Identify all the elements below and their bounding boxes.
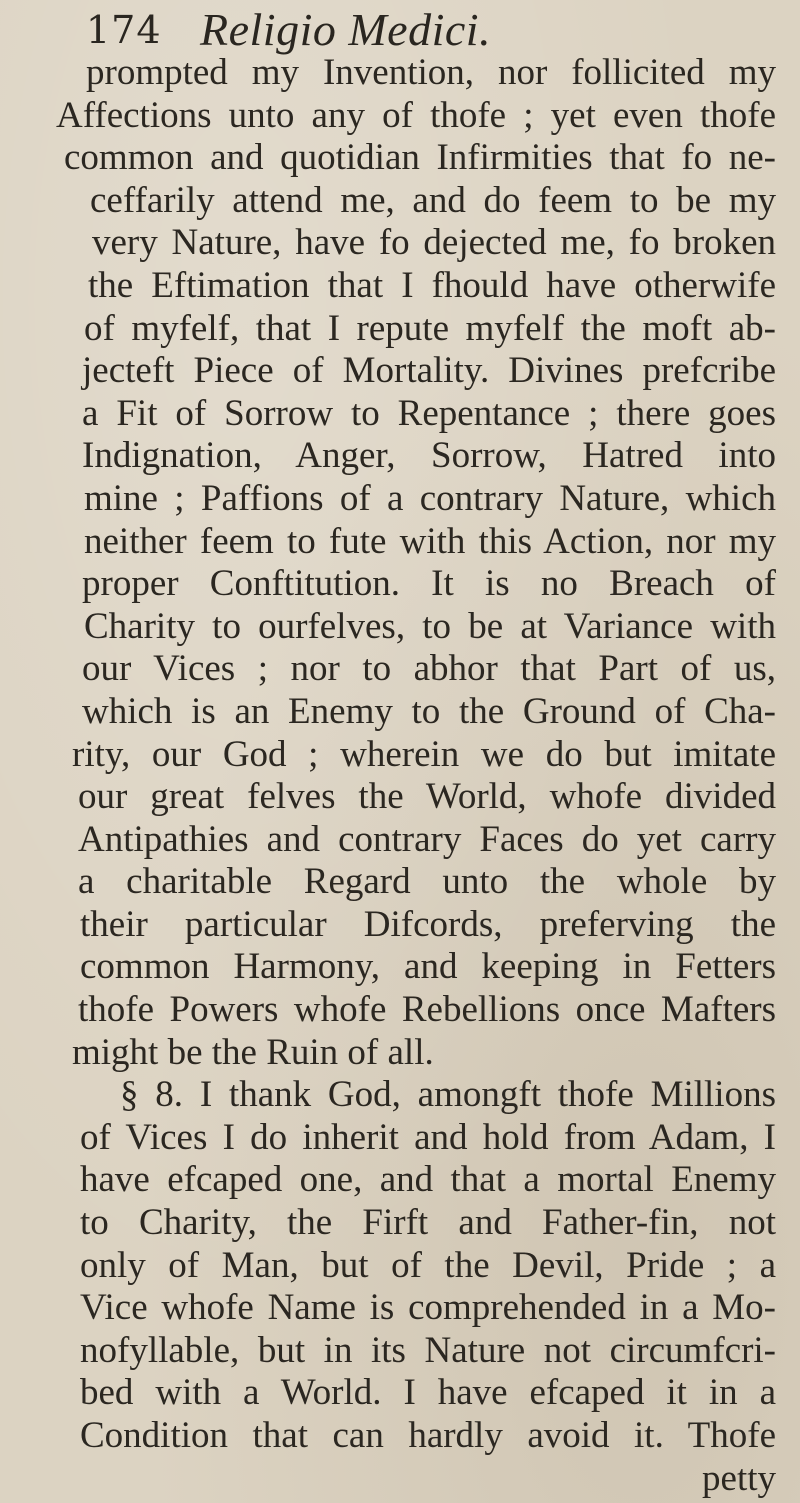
text-line: prompted my Invention, nor follicited my: [86, 52, 776, 93]
text-line: jecteft Piece of Mortality. Divines prefcribe: [82, 350, 776, 392]
catchword: petty: [702, 1457, 776, 1499]
text-line: bed with a World. I have efcaped it in a: [80, 1372, 776, 1414]
text-line: proper Conftitution. It is no Breach of: [82, 563, 776, 605]
running-title: Religio Medici.: [200, 4, 492, 55]
text-line: of myfelf, that I repute myfelf the moft ab-: [84, 307, 776, 349]
text-line: rity, our God ; wherein we do but imitate: [72, 733, 776, 775]
running-head: [78, 6, 760, 54]
page-number: 174: [86, 8, 162, 52]
text-line: neither feem to fute with this Action, nor my: [84, 520, 776, 562]
text-line: nofyllable, but in its Nature not circumfcri-: [80, 1329, 776, 1371]
text-line: Affections unto any of thofe ; yet even thofe: [56, 94, 776, 136]
text-line: a Fit of Sorrow to Repentance ; there goes: [82, 392, 776, 434]
text-line: mine ; Paffions of a contrary Nature, which: [84, 477, 776, 519]
text-line: Charity to ourfelves, to be at Variance with: [84, 605, 776, 647]
text-line: Vice whofe Name is comprehended in a Mo-: [80, 1287, 776, 1329]
text-line: our Vices ; nor to abhor that Part of us,: [82, 648, 776, 690]
text-line: a charitable Regard unto the whole by: [78, 861, 776, 903]
text-line: Condition that can hardly avoid it. Thofe: [80, 1415, 776, 1456]
text-line: which is an Enemy to the Ground of Cha-: [82, 690, 776, 732]
text-line: thofe Powers whofe Rebellions once Mafters: [78, 989, 776, 1031]
text-line: their particular Difcords, preferving the: [80, 903, 776, 945]
text-line: to Charity, the Firft and Father-fin, not: [80, 1202, 776, 1244]
text-line: common Harmony, and keeping in Fetters: [80, 946, 776, 988]
text-line: of Vices I do inherit and hold from Adam, I: [80, 1116, 776, 1158]
text-line: only of Man, but of the Devil, Pride ; a: [80, 1244, 776, 1286]
text-line: common and quotidian Infirmities that fo ne-: [64, 137, 776, 179]
text-line: very Nature, have fo dejected me, fo broken: [92, 222, 776, 264]
text-line: have efcaped one, and that a mortal Enemy: [80, 1159, 776, 1201]
text-line: Antipathies and contrary Faces do yet carry: [78, 818, 776, 860]
text-line: Indignation, Anger, Sorrow, Hatred into: [82, 435, 776, 477]
text-line: ceffarily attend me, and do feem to be my: [90, 179, 776, 221]
text-line: might be the Ruin of all.: [72, 1031, 434, 1073]
body-text: [46, 52, 776, 1500]
text-line: our great felves the World, whofe divided: [78, 776, 776, 818]
text-line: § 8. I thank God, amongft thofe Millions: [120, 1074, 776, 1116]
text-line: the Eftimation that I fhould have otherwife: [88, 264, 776, 306]
